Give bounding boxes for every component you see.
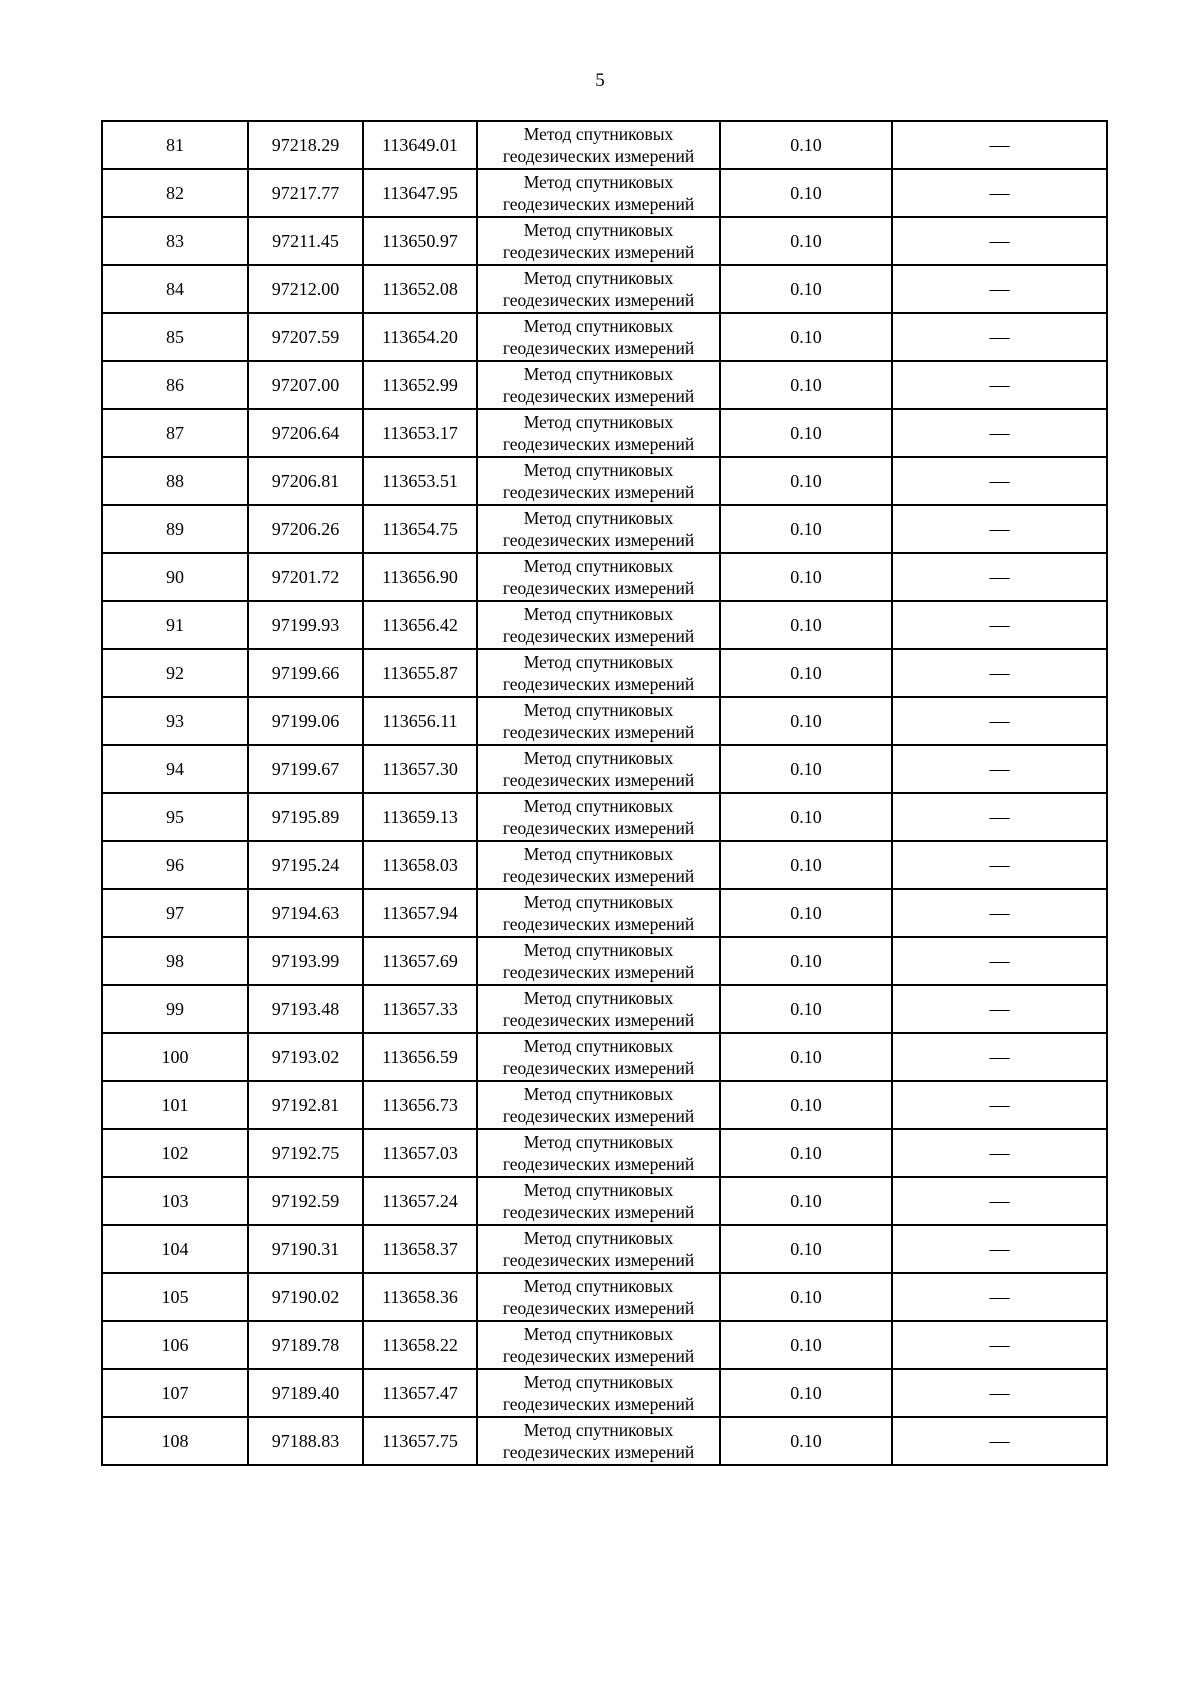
accuracy-cell: 0.10 [720,313,892,361]
accuracy-cell: 0.10 [720,985,892,1033]
description-cell: — [892,697,1107,745]
description-cell: — [892,409,1107,457]
description-cell: — [892,1369,1107,1417]
point-number-cell: 102 [102,1129,248,1177]
method-text-line: Метод спутниковых [523,1180,674,1200]
description-cell: — [892,745,1107,793]
description-cell: — [892,457,1107,505]
method-cell [477,457,720,505]
method-text-line: Метод спутниковых [523,1084,674,1104]
x-coordinate-cell: 97193.02 [248,1033,363,1081]
x-coordinate-cell: 97207.00 [248,361,363,409]
x-coordinate-cell: 97189.78 [248,1321,363,1369]
method-text-line: геодезических измерений [502,1202,695,1222]
point-number-cell: 82 [102,169,248,217]
accuracy-cell: 0.10 [720,457,892,505]
method-text-line: Метод спутниковых [523,1132,674,1152]
table-row [102,1177,1107,1225]
point-number-cell: 103 [102,1177,248,1225]
x-coordinate-cell: 97193.99 [248,937,363,985]
method-text-line: Метод спутниковых [523,220,674,240]
description-cell: — [892,361,1107,409]
y-coordinate-cell: 113657.94 [363,889,477,937]
point-number-cell: 87 [102,409,248,457]
method-text-line: Метод спутниковых [523,1036,674,1056]
accuracy-cell: 0.10 [720,649,892,697]
x-coordinate-cell: 97190.02 [248,1273,363,1321]
x-coordinate-cell: 97189.40 [248,1369,363,1417]
accuracy-cell: 0.10 [720,409,892,457]
method-text-line: Метод спутниковых [523,508,674,528]
description-cell: — [892,889,1107,937]
point-number-cell: 88 [102,457,248,505]
table-row [102,313,1107,361]
method-cell [477,1177,720,1225]
point-number-cell: 99 [102,985,248,1033]
x-coordinate-cell: 97217.77 [248,169,363,217]
point-number-cell: 94 [102,745,248,793]
x-coordinate-cell: 97207.59 [248,313,363,361]
accuracy-cell: 0.10 [720,1129,892,1177]
description-cell: — [892,649,1107,697]
x-coordinate-cell: 97199.93 [248,601,363,649]
y-coordinate-cell: 113653.17 [363,409,477,457]
method-text-line: Метод спутниковых [523,556,674,576]
method-text-line: геодезических измерений [502,482,695,502]
method-text-line: Метод спутниковых [523,652,674,672]
method-cell [477,265,720,313]
point-number-cell: 81 [102,121,248,169]
x-coordinate-cell: 97190.31 [248,1225,363,1273]
method-text-line: геодезических измерений [502,578,695,598]
y-coordinate-cell: 113653.51 [363,457,477,505]
method-text-line: Метод спутниковых [523,124,674,144]
method-cell [477,553,720,601]
accuracy-cell: 0.10 [720,553,892,601]
description-cell: — [892,937,1107,985]
description-cell: — [892,1081,1107,1129]
table-row [102,745,1107,793]
method-text-line: геодезических измерений [502,1442,695,1462]
point-number-cell: 83 [102,217,248,265]
y-coordinate-cell: 113656.11 [363,697,477,745]
x-coordinate-cell: 97201.72 [248,553,363,601]
method-cell [477,121,720,169]
table-row [102,649,1107,697]
method-cell [477,1369,720,1417]
description-cell: — [892,1129,1107,1177]
y-coordinate-cell: 113656.42 [363,601,477,649]
y-coordinate-cell: 113657.33 [363,985,477,1033]
accuracy-cell: 0.10 [720,937,892,985]
method-text-line: Метод спутниковых [523,1420,674,1440]
point-number-cell: 96 [102,841,248,889]
description-cell: — [892,217,1107,265]
method-text-line: геодезических измерений [502,1154,695,1174]
accuracy-cell: 0.10 [720,889,892,937]
accuracy-cell: 0.10 [720,1417,892,1465]
method-cell [477,745,720,793]
method-cell [477,1129,720,1177]
description-cell: — [892,1417,1107,1465]
x-coordinate-cell: 97218.29 [248,121,363,169]
x-coordinate-cell: 97195.89 [248,793,363,841]
method-text-line: Метод спутниковых [523,1276,674,1296]
method-text-line: геодезических измерений [502,1298,695,1318]
table-row [102,361,1107,409]
method-text-line: Метод спутниковых [523,700,674,720]
point-number-cell: 85 [102,313,248,361]
point-number-cell: 101 [102,1081,248,1129]
table-row [102,1081,1107,1129]
method-text-line: геодезических измерений [502,1394,695,1414]
y-coordinate-cell: 113647.95 [363,169,477,217]
method-text-line: геодезических измерений [502,962,695,982]
method-text-line: Метод спутниковых [523,748,674,768]
point-number-cell: 92 [102,649,248,697]
table-row [102,1033,1107,1081]
y-coordinate-cell: 113656.90 [363,553,477,601]
description-cell: — [892,1273,1107,1321]
x-coordinate-cell: 97206.81 [248,457,363,505]
table-row [102,937,1107,985]
x-coordinate-cell: 97199.06 [248,697,363,745]
method-text-line: геодезических измерений [502,914,695,934]
description-cell: — [892,121,1107,169]
accuracy-cell: 0.10 [720,697,892,745]
x-coordinate-cell: 97206.64 [248,409,363,457]
x-coordinate-cell: 97193.48 [248,985,363,1033]
accuracy-cell: 0.10 [720,745,892,793]
point-number-cell: 86 [102,361,248,409]
method-text-line: геодезических измерений [502,194,695,214]
method-text-line: геодезических измерений [502,626,695,646]
y-coordinate-cell: 113649.01 [363,121,477,169]
y-coordinate-cell: 113657.24 [363,1177,477,1225]
point-number-cell: 108 [102,1417,248,1465]
point-number-cell: 91 [102,601,248,649]
y-coordinate-cell: 113650.97 [363,217,477,265]
method-cell [477,1417,720,1465]
accuracy-cell: 0.10 [720,841,892,889]
accuracy-cell: 0.10 [720,361,892,409]
description-cell: — [892,169,1107,217]
table-row [102,1129,1107,1177]
method-cell [477,1033,720,1081]
description-cell: — [892,1033,1107,1081]
table-row [102,841,1107,889]
method-text-line: Метод спутниковых [523,1372,674,1392]
method-cell [477,1273,720,1321]
x-coordinate-cell: 97212.00 [248,265,363,313]
method-cell [477,1225,720,1273]
point-number-cell: 98 [102,937,248,985]
table-row [102,793,1107,841]
y-coordinate-cell: 113656.73 [363,1081,477,1129]
method-text-line: геодезических измерений [502,386,695,406]
y-coordinate-cell: 113654.75 [363,505,477,553]
table-row [102,1417,1107,1465]
y-coordinate-cell: 113656.59 [363,1033,477,1081]
method-text-line: геодезических измерений [502,1058,695,1078]
x-coordinate-cell: 97192.75 [248,1129,363,1177]
description-cell: — [892,985,1107,1033]
coordinates-table-body [102,121,1107,1465]
method-text-line: геодезических измерений [502,530,695,550]
method-text-line: геодезических измерений [502,242,695,262]
x-coordinate-cell: 97195.24 [248,841,363,889]
x-coordinate-cell: 97211.45 [248,217,363,265]
y-coordinate-cell: 113657.75 [363,1417,477,1465]
table-row [102,1273,1107,1321]
point-number-cell: 84 [102,265,248,313]
method-text-line: Метод спутниковых [523,796,674,816]
method-text-line: геодезических измерений [502,1106,695,1126]
table-row [102,457,1107,505]
method-text-line: Метод спутниковых [523,1324,674,1344]
method-cell [477,985,720,1033]
y-coordinate-cell: 113654.20 [363,313,477,361]
method-cell [477,649,720,697]
accuracy-cell: 0.10 [720,505,892,553]
x-coordinate-cell: 97194.63 [248,889,363,937]
y-coordinate-cell: 113658.03 [363,841,477,889]
method-text-line: геодезических измерений [502,338,695,358]
method-cell [477,409,720,457]
method-cell [477,601,720,649]
method-cell [477,217,720,265]
point-number-cell: 100 [102,1033,248,1081]
point-number-cell: 95 [102,793,248,841]
x-coordinate-cell: 97192.81 [248,1081,363,1129]
accuracy-cell: 0.10 [720,217,892,265]
method-text-line: геодезических измерений [502,674,695,694]
x-coordinate-cell: 97199.67 [248,745,363,793]
description-cell: — [892,841,1107,889]
method-cell [477,697,720,745]
accuracy-cell: 0.10 [720,601,892,649]
method-cell [477,889,720,937]
table-row [102,1369,1107,1417]
method-text-line: геодезических измерений [502,1346,695,1366]
y-coordinate-cell: 113652.08 [363,265,477,313]
method-text-line: Метод спутниковых [523,844,674,864]
point-number-cell: 93 [102,697,248,745]
point-number-cell: 90 [102,553,248,601]
point-number-cell: 89 [102,505,248,553]
method-text-line: Метод спутниковых [523,412,674,432]
method-cell [477,505,720,553]
table-row [102,505,1107,553]
method-text-line: Метод спутниковых [523,172,674,192]
table-row [102,409,1107,457]
table-row [102,697,1107,745]
accuracy-cell: 0.10 [720,1033,892,1081]
description-cell: — [892,553,1107,601]
method-text-line: геодезических измерений [502,818,695,838]
accuracy-cell: 0.10 [720,169,892,217]
page-number: 5 [595,70,605,91]
accuracy-cell: 0.10 [720,1321,892,1369]
table-row [102,1225,1107,1273]
table-row [102,601,1107,649]
description-cell: — [892,793,1107,841]
y-coordinate-cell: 113658.22 [363,1321,477,1369]
y-coordinate-cell: 113657.30 [363,745,477,793]
method-text-line: Метод спутниковых [523,988,674,1008]
method-cell [477,841,720,889]
method-text-line: геодезических измерений [502,1250,695,1270]
method-text-line: геодезических измерений [502,770,695,790]
point-number-cell: 97 [102,889,248,937]
accuracy-cell: 0.10 [720,1177,892,1225]
y-coordinate-cell: 113657.47 [363,1369,477,1417]
method-text-line: Метод спутниковых [523,460,674,480]
method-text-line: Метод спутниковых [523,604,674,624]
method-text-line: геодезических измерений [502,146,695,166]
description-cell: — [892,601,1107,649]
y-coordinate-cell: 113652.99 [363,361,477,409]
method-cell [477,361,720,409]
table-row [102,1321,1107,1369]
method-text-line: геодезических измерений [502,290,695,310]
y-coordinate-cell: 113657.03 [363,1129,477,1177]
method-cell [477,1321,720,1369]
table-row [102,121,1107,169]
y-coordinate-cell: 113658.36 [363,1273,477,1321]
x-coordinate-cell: 97188.83 [248,1417,363,1465]
table-row [102,265,1107,313]
point-number-cell: 105 [102,1273,248,1321]
table-row [102,553,1107,601]
accuracy-cell: 0.10 [720,793,892,841]
accuracy-cell: 0.10 [720,1225,892,1273]
point-number-cell: 104 [102,1225,248,1273]
description-cell: — [892,313,1107,361]
method-text-line: Метод спутниковых [523,268,674,288]
point-number-cell: 107 [102,1369,248,1417]
method-cell [477,1081,720,1129]
description-cell: — [892,1321,1107,1369]
method-text-line: геодезических измерений [502,866,695,886]
y-coordinate-cell: 113659.13 [363,793,477,841]
method-text-line: геодезических измерений [502,722,695,742]
accuracy-cell: 0.10 [720,121,892,169]
accuracy-cell: 0.10 [720,1081,892,1129]
method-text-line: Метод спутниковых [523,1228,674,1248]
method-cell [477,169,720,217]
method-text-line: Метод спутниковых [523,316,674,336]
method-cell [477,793,720,841]
x-coordinate-cell: 97199.66 [248,649,363,697]
method-text-line: геодезических измерений [502,1010,695,1030]
y-coordinate-cell: 113657.69 [363,937,477,985]
description-cell: — [892,505,1107,553]
accuracy-cell: 0.10 [720,265,892,313]
description-cell: — [892,265,1107,313]
method-cell [477,313,720,361]
method-text-line: Метод спутниковых [523,892,674,912]
accuracy-cell: 0.10 [720,1369,892,1417]
table-row [102,889,1107,937]
table-row [102,217,1107,265]
method-text-line: Метод спутниковых [523,940,674,960]
y-coordinate-cell: 113655.87 [363,649,477,697]
method-text-line: Метод спутниковых [523,364,674,384]
point-number-cell: 106 [102,1321,248,1369]
table-row [102,169,1107,217]
method-cell [477,937,720,985]
method-text-line: геодезических измерений [502,434,695,454]
table-row [102,985,1107,1033]
accuracy-cell: 0.10 [720,1273,892,1321]
x-coordinate-cell: 97206.26 [248,505,363,553]
y-coordinate-cell: 113658.37 [363,1225,477,1273]
description-cell: — [892,1177,1107,1225]
x-coordinate-cell: 97192.59 [248,1177,363,1225]
coordinates-table [101,120,1108,1466]
description-cell: — [892,1225,1107,1273]
